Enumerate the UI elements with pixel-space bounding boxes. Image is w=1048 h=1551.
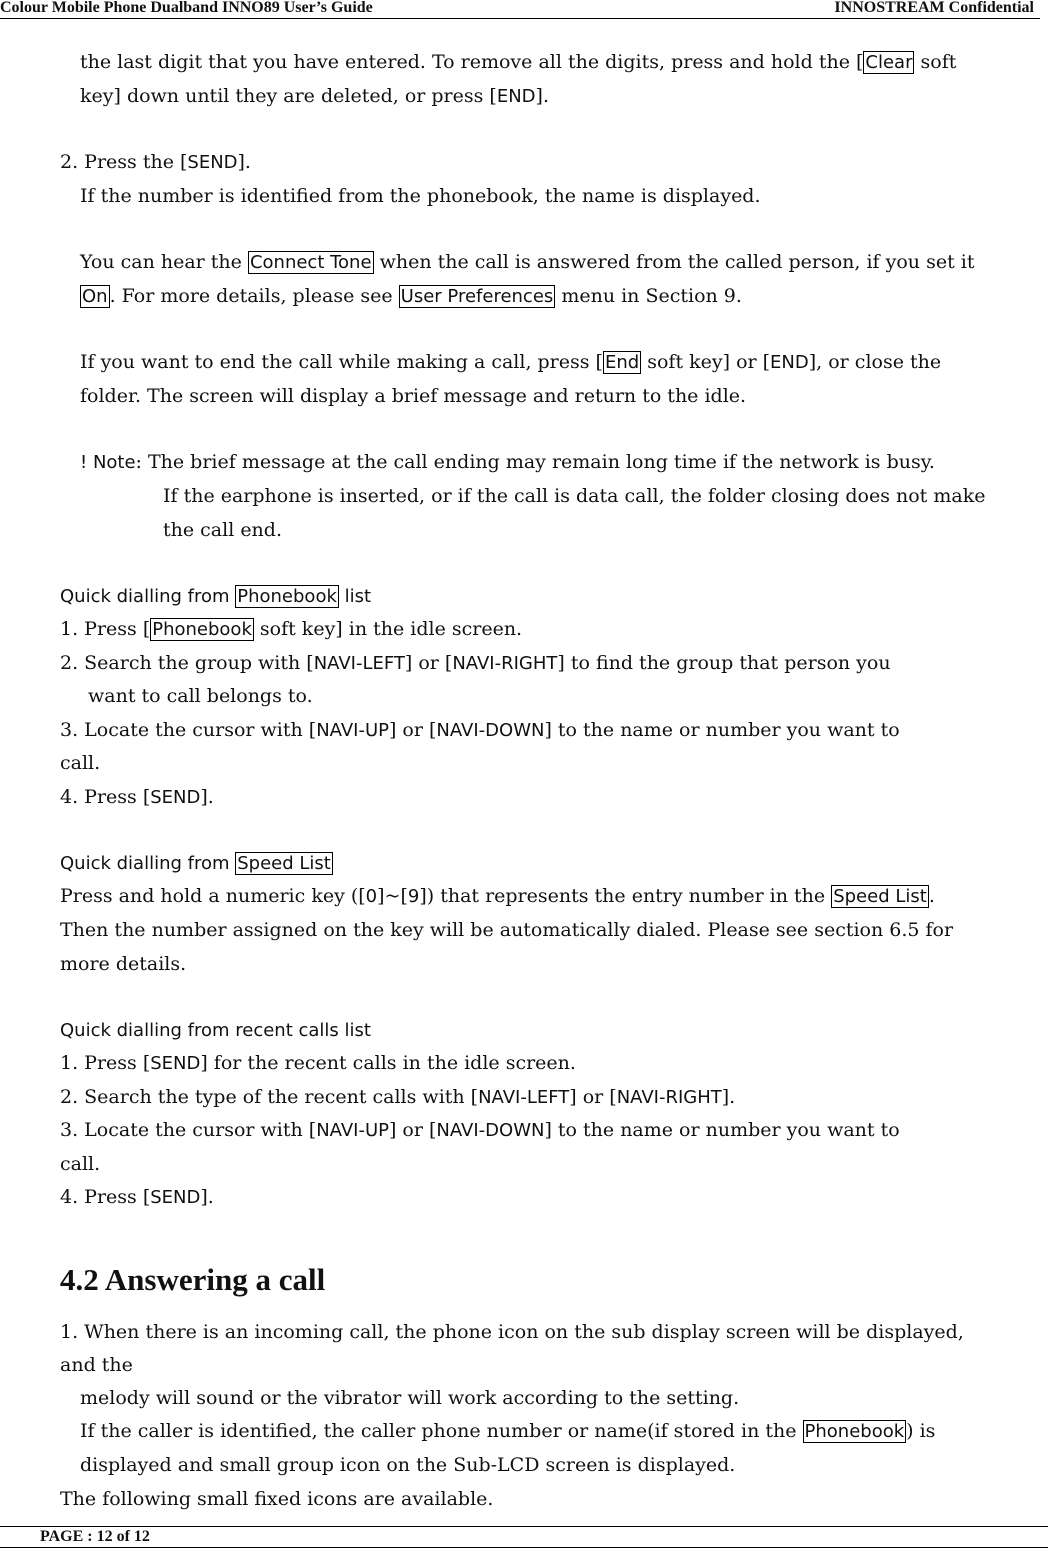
text-line: displayed and small group icon on the Sub-LCD screen is displayed. — [80, 1454, 736, 1476]
list-item: 3. Locate the cursor with [NAVI-UP] or [NAVI-DOWN] to the name or number you want to — [60, 1119, 900, 1141]
note-line: the call end. — [163, 519, 283, 541]
page-number: PAGE : 12 of 12 — [40, 1528, 150, 1545]
list-item-continued: call. — [60, 1153, 101, 1175]
page-header — [0, 0, 1040, 19]
text-line: more details. — [60, 953, 187, 975]
header-confidential: INNOSTREAM Confidential — [834, 0, 1034, 16]
list-item-continued: want to call belongs to. — [88, 685, 313, 707]
list-item-continued: call. — [60, 752, 101, 774]
menu-label: User Preferences — [400, 286, 554, 307]
text-line: folder. The screen will display a brief message and return to the idle. — [80, 385, 747, 407]
text-line: If you want to end the call while making a call, press [ End soft key] or [END], or close the — [80, 351, 942, 373]
text-line: 1. When there is an incoming call, the phone icon on the sub display screen will be displayed, — [60, 1321, 964, 1343]
note-line: ! Note: The brief message at the call ending may remain long time if the network is busy. — [80, 451, 935, 473]
text-line: Then the number assigned on the key will be automatically dialed. Please see section 6.5 for — [60, 919, 954, 941]
page-footer — [0, 1526, 1048, 1548]
list-item: 1. Press [ Phonebook soft key] in the idle screen. — [60, 618, 523, 640]
section-title: 4.2 Answering a call — [60, 1262, 326, 1297]
list-item: 1. Press [SEND] for the recent calls in the idle screen. — [60, 1052, 576, 1074]
text-line: and the — [60, 1354, 133, 1376]
header-document-title: Colour Mobile Phone Dualband INNO89 User’s Guide — [0, 0, 373, 16]
text-line: You can hear the Connect Tone when the call is answered from the called person, if you set it — [80, 251, 975, 273]
note-label: ! Note — [80, 452, 136, 473]
note-line: If the earphone is inserted, or if the call is data call, the folder closing does not make — [163, 485, 986, 507]
key-label: Clear — [865, 52, 913, 73]
text-line: On . For more details, please see User Preferences menu in Section 9. — [82, 285, 742, 307]
list-item: 2. Search the group with [NAVI-LEFT] or [NAVI-RIGHT] to find the group that person you — [60, 652, 891, 674]
menu-label: Connect Tone — [249, 252, 372, 273]
subsection-heading: Quick dialling from Phonebook list — [60, 586, 372, 607]
text-line: Press and hold a numeric key ([0]~[9]) that represents the entry number in the Speed List . — [60, 885, 935, 907]
text-line: If the caller is identified, the caller phone number or name(if stored in the Phonebook ) is — [80, 1420, 936, 1442]
text-line: 2. Press the [SEND]. — [60, 151, 251, 173]
subsection-heading: Quick dialling from recent calls list — [60, 1020, 371, 1041]
text-line: the last digit that you have entered. To remove all the digits, press and hold the [ Clear soft — [80, 51, 957, 73]
text-line: melody will sound or the vibrator will work according to the setting. — [80, 1387, 740, 1409]
text-line: If the number is identified from the phonebook, the name is displayed. — [80, 185, 761, 207]
key-label: SEND — [187, 152, 238, 173]
menu-label: On — [82, 286, 108, 307]
key-label: END — [770, 352, 809, 373]
subsection-heading: Quick dialling from Speed List — [60, 853, 331, 874]
key-label: End — [604, 352, 640, 373]
list-item: 2. Search the type of the recent calls with [NAVI-LEFT] or [NAVI-RIGHT]. — [60, 1086, 736, 1108]
list-item: 4. Press [SEND]. — [60, 1186, 214, 1208]
list-item: 3. Locate the cursor with [NAVI-UP] or [NAVI-DOWN] to the name or number you want to — [60, 719, 900, 741]
text-line: key] down until they are deleted, or press [END]. — [80, 85, 549, 107]
list-item: 4. Press [SEND]. — [60, 786, 214, 808]
text-line: The following small fixed icons are available. — [60, 1488, 494, 1510]
key-label: END — [496, 86, 536, 107]
